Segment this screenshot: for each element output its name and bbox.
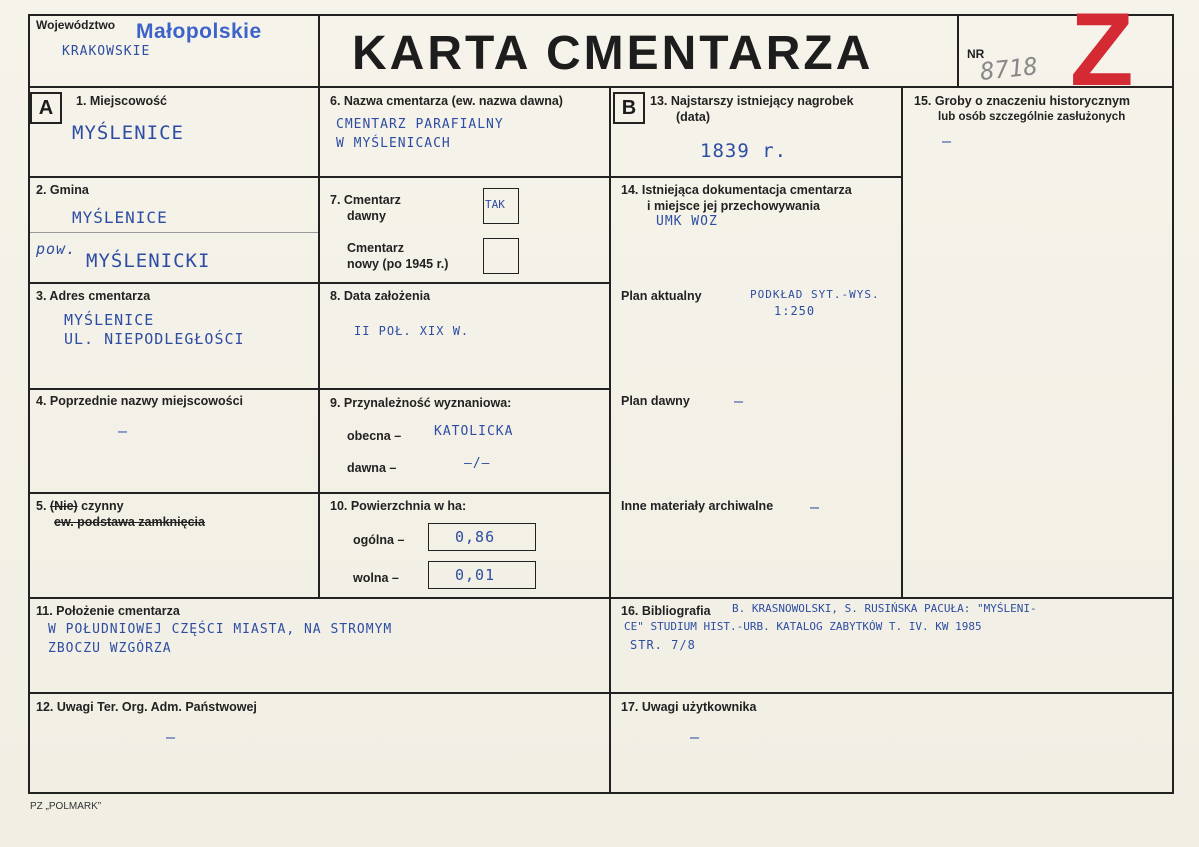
nr-value: 8718 [978, 52, 1040, 86]
plan-aktualny-value-line2: 1:250 [774, 304, 816, 318]
field-10-wolna-value: 0,01 [455, 566, 496, 584]
field-5-sub-label: ew. podstawa zamknięcia [54, 515, 205, 529]
field-2-label: 2. Gmina [36, 183, 89, 197]
field-16-label: 16. Bibliografia [621, 604, 711, 618]
inne-materialy-label: Inne materiały archiwalne [621, 499, 774, 513]
field-1-value: MYŚLENICE [72, 122, 184, 144]
field-9-label: 9. Przynależność wyznaniowa: [330, 396, 512, 410]
row-line [611, 176, 902, 178]
section-b-marker: B [613, 92, 645, 124]
wojewodztwo-handwritten: KRAKOWSKIE [62, 44, 151, 59]
field-12-label: 12. Uwagi Ter. Org. Adm. Państwowej [36, 700, 257, 714]
field-12-value: – [166, 728, 177, 746]
field-4-label: 4. Poprzednie nazwy miejscowości [36, 394, 244, 408]
header-divider-2 [957, 14, 959, 86]
plan-aktualny-label: Plan aktualny [621, 289, 702, 303]
field-10-wolna-box[interactable] [428, 561, 536, 589]
field-10-ogolna-value: 0,86 [455, 528, 496, 546]
field-3-label: 3. Adres cmentarza [36, 289, 151, 303]
field-5-prefix: 5. [36, 499, 47, 513]
field-11-value-line2: ZBOCZU WZGÓRZA [48, 641, 172, 656]
field-5-label [36, 498, 124, 514]
field-15-label2: lub osób szczególnie zasłużonych [938, 111, 1126, 123]
field-7-dawny-value: TAK [485, 198, 505, 211]
field-3-value-line1: MYŚLENICE [64, 311, 155, 329]
field-16-value-line2: CE" STUDIUM HIST.-URB. KATALOG ZABYTKÓW T. IV. KW 1985 [624, 620, 982, 633]
nr-label: NR [967, 47, 985, 61]
col-divider-2 [609, 86, 611, 792]
gmina-underline [30, 232, 318, 233]
field-7-nowy-label2: nowy (po 1945 r.) [347, 257, 449, 271]
field-10-ogolna-label: ogólna – [353, 533, 405, 547]
frame-bottom [28, 792, 1174, 794]
header-bottom [28, 86, 1174, 88]
field-9-dawna-label: dawna – [347, 461, 397, 475]
field-6-value-line1: CMENTARZ PARAFIALNY [336, 117, 504, 132]
field-11-value-line1: W POŁUDNIOWEJ CZĘŚCI MIASTA, NA STROMYM [48, 622, 393, 637]
field-14-label2: i miejsce jej przechowywania [647, 199, 820, 213]
row-line [28, 176, 610, 178]
frame-top [28, 14, 1172, 16]
field-1-label: 1. Miejscowość [76, 94, 168, 108]
inne-materialy-value: – [810, 498, 821, 516]
field-10-ogolna-box[interactable] [428, 523, 536, 551]
col-divider-1 [318, 86, 320, 598]
printer-footer: PZ „POLMARK” [30, 801, 102, 812]
field-14-label: 14. Istniejąca dokumentacja cmentarza [621, 183, 852, 197]
field-9-obecna-label: obecna – [347, 429, 402, 443]
field-7-nowy-checkbox[interactable] [483, 238, 519, 274]
header-divider-1 [318, 14, 320, 86]
field-17-value: – [690, 728, 701, 746]
row-line [28, 692, 1174, 694]
frame-right [1172, 14, 1174, 793]
field-14-value: UMK WOZ [656, 214, 718, 229]
field-16-value-line3: STR. 7/8 [630, 638, 696, 652]
field-10-label: 10. Powierzchnia w ha: [330, 499, 467, 513]
row-line [28, 282, 610, 284]
row-line [28, 492, 610, 494]
field-17-label: 17. Uwagi użytkownika [621, 700, 757, 714]
plan-aktualny-value-line1: PODKŁAD SYT.-WYS. [750, 288, 880, 301]
field-9-dawna-value: –/– [464, 456, 491, 471]
field-7-label2: dawny [347, 209, 386, 223]
wojewodztwo-stamp: Małopolskie [136, 20, 262, 43]
field-15-value: – [942, 132, 953, 150]
field-9-obecna-value: KATOLICKA [434, 424, 514, 439]
field-2-pow-label: pow. [36, 240, 77, 258]
field-11-label: 11. Położenie cmentarza [36, 604, 180, 618]
category-mark: Z [1070, 0, 1134, 108]
wojewodztwo-label: Województwo [36, 18, 116, 32]
field-13-value: 1839 r. [700, 140, 788, 162]
field-8-label: 8. Data założenia [330, 289, 431, 303]
row-line [28, 388, 610, 390]
plan-dawny-label: Plan dawny [621, 394, 690, 408]
field-4-value: – [118, 422, 129, 440]
plan-dawny-value: – [734, 392, 745, 410]
field-6-value-line2: W MYŚLENICACH [336, 136, 451, 151]
field-15-label: 15. Groby o znaczeniu historycznym [914, 94, 1131, 108]
field-13-label2: (data) [676, 110, 711, 124]
field-6-label: 6. Nazwa cmentarza (ew. nazwa dawna) [330, 94, 563, 108]
field-2-pow-value: MYŚLENICKI [86, 250, 211, 272]
field-8-value: II POŁ. XIX W. [354, 324, 470, 338]
field-5-strike: (Nie) [49, 499, 78, 513]
card-title: KARTA CMENTARZA [352, 27, 874, 80]
row-line [28, 597, 1174, 599]
col-divider-3 [901, 86, 903, 598]
section-a-marker: A [30, 92, 62, 124]
field-13-label: 13. Najstarszy istniejący nagrobek [650, 94, 854, 108]
field-10-wolna-label: wolna – [353, 571, 399, 585]
field-7-label: 7. Cmentarz [330, 193, 401, 207]
field-7-nowy-label: Cmentarz [347, 241, 404, 255]
field-5-rest: czynny [77, 499, 124, 513]
frame-left [28, 14, 30, 793]
field-16-value-line1: B. KRASNOWOLSKI, S. RUSIŃSKA PACUŁA: "MYŚLENI- [732, 602, 1037, 615]
field-3-value-line2: UL. NIEPODLEGŁOŚCI [64, 330, 245, 348]
field-2-value: MYŚLENICE [72, 208, 168, 227]
field-7-dawny-checkbox[interactable] [483, 188, 519, 224]
